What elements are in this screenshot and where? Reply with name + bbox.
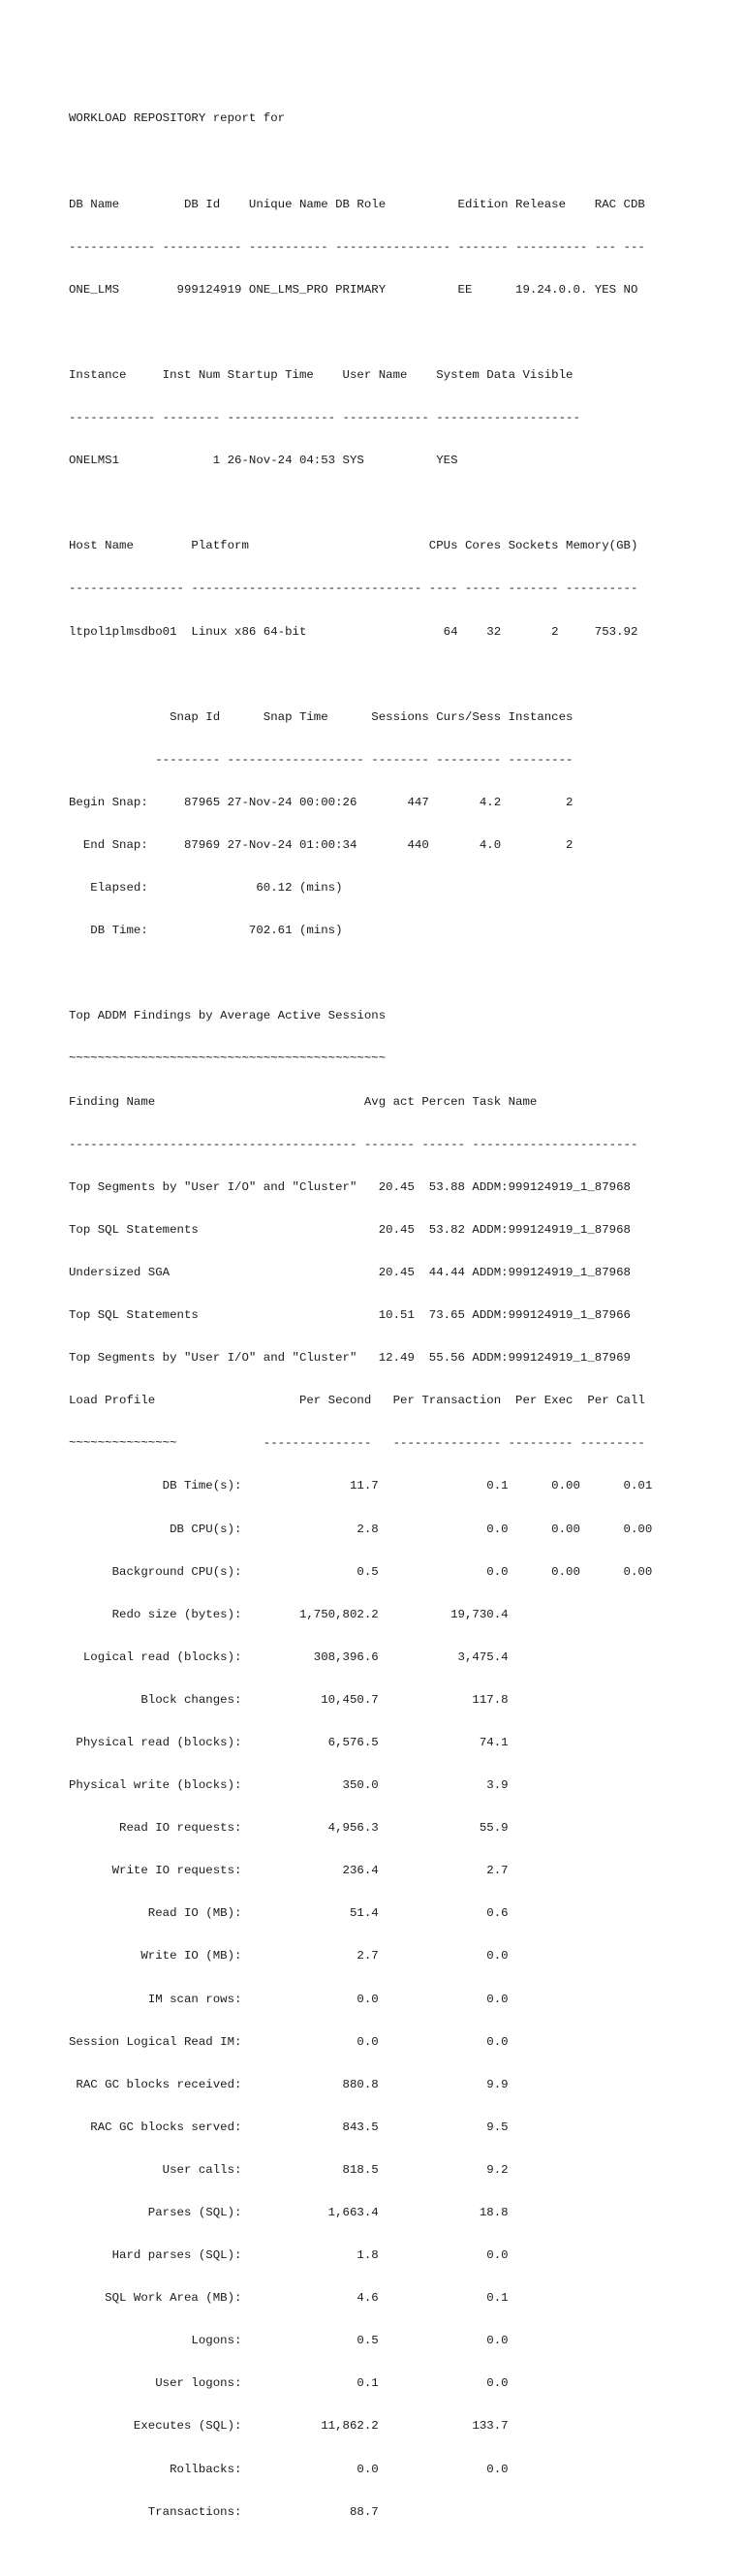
load-profile-row: RAC GC blocks received: 880.8 9.9 bbox=[69, 2077, 509, 2091]
load-profile-row bbox=[69, 2548, 652, 2562]
load-profile-row: Write IO (MB): 2.7 0.0 bbox=[69, 1949, 509, 1963]
load-profile-row: Session Logical Read IM: 0.0 0.0 bbox=[69, 2034, 509, 2049]
load-profile-row: User calls: 818.5 9.2 bbox=[69, 2162, 509, 2177]
addm-finding-row: Undersized SGA 20.45 44.44 ADDM:999124919_1_87968 bbox=[69, 1265, 631, 1279]
addm-finding-row: Top SQL Statements 10.51 73.65 ADDM:999124919_1_87966 bbox=[69, 1308, 631, 1323]
addm-table-header: Finding Name Avg act Percen Task Name bbox=[69, 1094, 538, 1109]
blank-line bbox=[69, 966, 652, 981]
blank-line bbox=[69, 668, 652, 682]
awr-report-text bbox=[69, 83, 652, 2576]
load-profile-row: Read IO requests: 4,956.3 55.9 bbox=[69, 1821, 509, 1836]
host-table-row: ltpol1plmsdbo01 Linux x86 64-bit 64 32 2 753.92 bbox=[69, 624, 638, 639]
instance-table-rule: ------------ -------- --------------- ------------ -------------------- bbox=[69, 411, 580, 425]
load-profile-row: Block changes: 10,450.7 117.8 bbox=[69, 1692, 509, 1707]
addm-finding-row: Top Segments by "User I/O" and "Cluster" 20.45 53.88 ADDM:999124919_1_87968 bbox=[69, 1179, 631, 1194]
load-profile-row: User logons: 0.1 0.0 bbox=[69, 2376, 509, 2391]
load-profile-row: Logons: 0.5 0.0 bbox=[69, 2334, 509, 2348]
load-profile-row: Parses (SQL): 1,663.4 18.8 bbox=[69, 2206, 509, 2219]
addm-table-rule: ---------------------------------------- ------- ------ ----------------------- bbox=[69, 1137, 638, 1151]
load-profile-rule: ~~~~~~~~~~~~~~~ --------------- --------------- --------- --------- bbox=[69, 1436, 645, 1451]
host-table-header: Host Name Platform CPUs Cores Sockets Memory(GB) bbox=[69, 539, 638, 553]
addm-finding-row: Top Segments by "User I/O" and "Cluster" 12.49 55.56 ADDM:999124919_1_87969 bbox=[69, 1351, 631, 1366]
db-table-rule: ------------ ----------- ----------- ---------------- ------- ---------- --- --- bbox=[69, 239, 645, 254]
load-profile-row: Rollbacks: 0.0 0.0 bbox=[69, 2462, 509, 2476]
snap-end-row: End Snap: 87969 27-Nov-24 01:00:34 440 4.0 2 bbox=[69, 838, 574, 852]
load-profile-row: Physical write (blocks): 350.0 3.9 bbox=[69, 1778, 509, 1793]
load-profile-row: Read IO (MB): 51.4 0.6 bbox=[69, 1906, 509, 1921]
load-profile-row: Physical read (blocks): 6,576.5 74.1 bbox=[69, 1735, 509, 1749]
load-profile-header: Load Profile Per Second Per Transaction Per Exec Per Call bbox=[69, 1394, 645, 1408]
addm-finding-row: Top SQL Statements 20.45 53.82 ADDM:999124919_1_87968 bbox=[69, 1222, 631, 1237]
snap-table-rule: --------- ------------------- -------- --------- --------- bbox=[69, 752, 574, 767]
load-profile-row: RAC GC blocks served: 843.5 9.5 bbox=[69, 2120, 509, 2134]
load-profile-row: Hard parses (SQL): 1.8 0.0 bbox=[69, 2248, 509, 2263]
load-profile-row: IM scan rows: 0.0 0.0 bbox=[69, 1992, 509, 2006]
blank-line bbox=[69, 496, 652, 511]
load-profile-row: Logical read (blocks): 308,396.6 3,475.4 bbox=[69, 1649, 509, 1664]
blank-line bbox=[69, 326, 652, 340]
snap-elapsed-row: Elapsed: 60.12 (mins) bbox=[69, 881, 343, 895]
db-table-header: DB Name DB Id Unique Name DB Role Edition Release RAC CDB bbox=[69, 197, 645, 211]
snap-table-header: Snap Id Snap Time Sessions Curs/Sess Instances bbox=[69, 709, 574, 724]
load-profile-row: SQL Work Area (MB): 4.6 0.1 bbox=[69, 2291, 509, 2306]
load-profile-row: Transactions: 88.7 bbox=[69, 2504, 379, 2519]
load-profile-row: Executes (SQL): 11,862.2 133.7 bbox=[69, 2419, 509, 2434]
db-table-row: ONE_LMS 999124919 ONE_LMS_PRO PRIMARY EE 19.24.0.0. YES NO bbox=[69, 282, 638, 297]
host-table-rule: ---------------- -------------------------------- ---- ----- ------- ---------- bbox=[69, 581, 638, 596]
addm-section-title: Top ADDM Findings by Average Active Sessions bbox=[69, 1009, 387, 1023]
snap-begin-row: Begin Snap: 87965 27-Nov-24 00:00:26 447 4.2 2 bbox=[69, 795, 574, 809]
load-profile-row: Redo size (bytes): 1,750,802.2 19,730.4 bbox=[69, 1607, 509, 1621]
report-title: WORKLOAD REPOSITORY report for bbox=[69, 111, 286, 126]
addm-section-underline: ~~~~~~~~~~~~~~~~~~~~~~~~~~~~~~~~~~~~~~~~~~~~ bbox=[69, 1052, 387, 1066]
snap-dbtime-row: DB Time: 702.61 (mins) bbox=[69, 924, 343, 938]
load-profile-row: Background CPU(s): 0.5 0.0 0.00 0.00 bbox=[69, 1564, 653, 1579]
instance-table-row: ONELMS1 1 26-Nov-24 04:53 SYS YES bbox=[69, 454, 458, 468]
load-profile-row: Write IO requests: 236.4 2.7 bbox=[69, 1864, 509, 1878]
load-profile-row: DB CPU(s): 2.8 0.0 0.00 0.00 bbox=[69, 1522, 653, 1536]
instance-table-header: Instance Inst Num Startup Time User Name System Data Visible bbox=[69, 367, 574, 382]
blank-line bbox=[69, 155, 652, 170]
load-profile-row: DB Time(s): 11.7 0.1 0.00 0.01 bbox=[69, 1479, 653, 1493]
